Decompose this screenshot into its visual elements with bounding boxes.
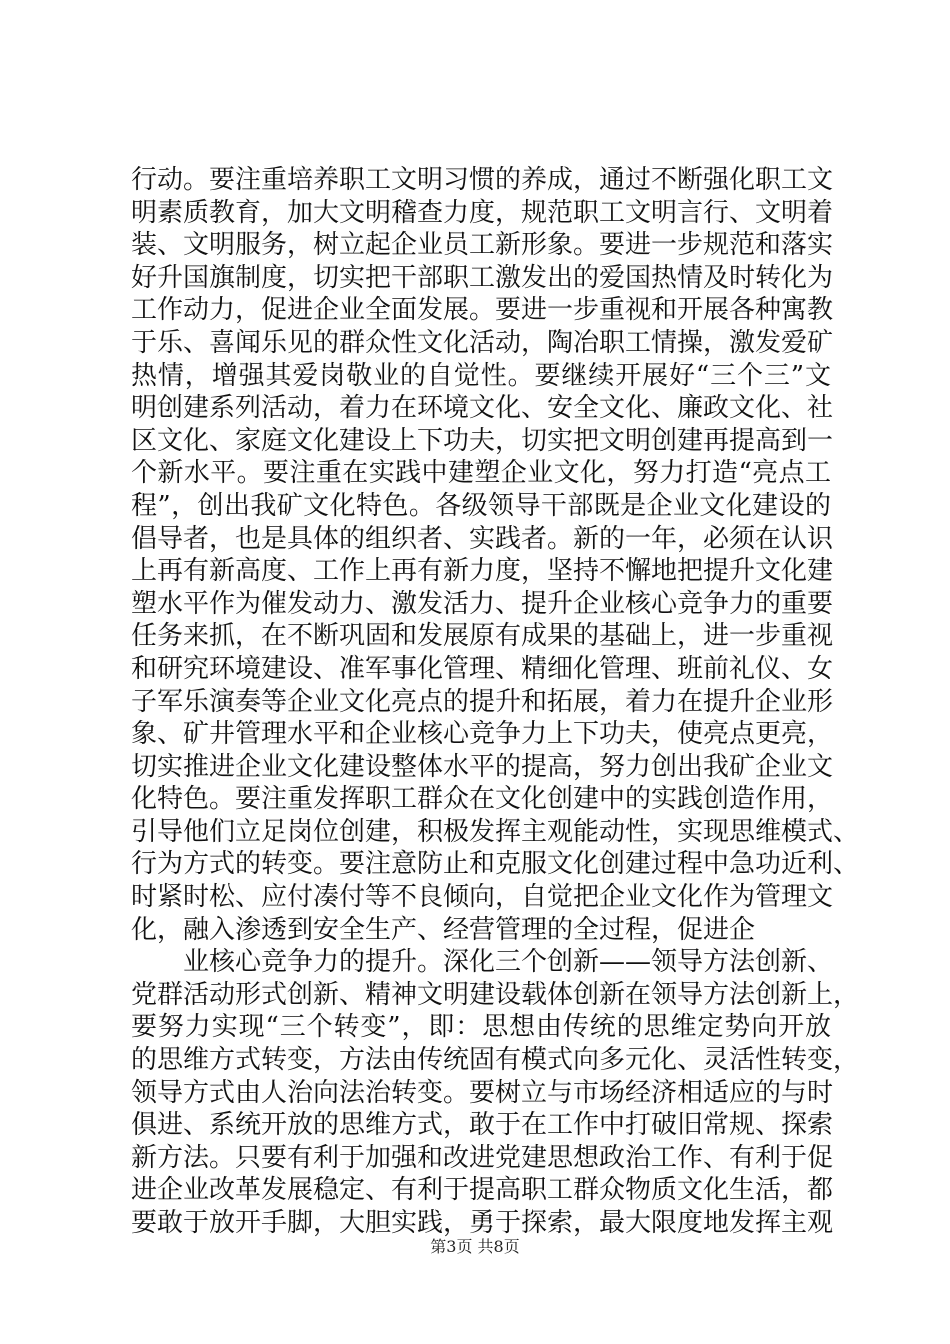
- text-line: 化特色。要注重发挥职工群众在文化创建中的实践创造作用，: [131, 784, 834, 815]
- text-line: 进企业改革发展稳定、有利于提高职工群众物质文化生活，都: [131, 1175, 834, 1206]
- text-line: 切实推进企业文化建设整体水平的提高，努力创出我矿企业文: [131, 751, 834, 782]
- text-line: 的思维方式转变，方法由传统固有模式向多元化、灵活性转变，: [131, 1045, 860, 1076]
- text-line: 倡导者，也是具体的组织者、实践者。新的一年，必须在认识: [131, 523, 834, 554]
- text-line: 化，融入渗透到安全生产、经营管理的全过程，促进企: [131, 914, 756, 945]
- text-line: 子军乐演奏等企业文化亮点的提升和拓展，着力在提升企业形: [131, 686, 834, 717]
- text-line: 装、文明服务，树立起企业员工新形象。要进一步规范和落实: [131, 230, 834, 261]
- text-line: 好升国旗制度，切实把干部职工激发出的爱国热情及时转化为: [131, 262, 834, 293]
- page-number-footer: 第3页 共8页: [430, 1237, 520, 1256]
- text-line: 热情，增强其爱岗敬业的自觉性。要继续开展好“三个三”文: [131, 360, 831, 391]
- text-line: 领导方式由人治向法治转变。要树立与市场经济相适应的与时: [131, 1077, 834, 1108]
- text-line: 工作动力，促进企业全面发展。要进一步重视和开展各种寓教: [131, 295, 834, 326]
- text-line: 要努力实现“三个转变”，即：思想由传统的思维定势向开放: [131, 1012, 831, 1043]
- text-line: 业核心竞争力的提升。深化三个创新——领导方法创新、: [183, 947, 834, 978]
- text-line: 行为方式的转变。要注意防止和克服文化创建过程中急功近利、: [131, 849, 860, 880]
- text-line: 时紧时松、应付凑付等不良倾向，自觉把企业文化作为管理文: [131, 882, 834, 913]
- text-line: 个新水平。要注重在实践中建塑企业文化，努力打造“亮点工: [131, 458, 831, 489]
- text-line: 要敢于放开手脚，大胆实践，勇于探索，最大限度地发挥主观: [131, 1208, 834, 1238]
- text-line: 引导他们立足岗位创建，积极发挥主观能动性，实现思维模式、: [131, 816, 860, 847]
- text-line: 程”，创出我矿文化特色。各级领导干部既是企业文化建设的: [131, 490, 831, 521]
- text-line: 党群活动形式创新、精神文明建设载体创新在领导方法创新上，: [131, 979, 860, 1010]
- text-line: 明素质教育，加大文明稽查力度，规范职工文明言行、文明着: [131, 197, 834, 228]
- text-line: 行动。要注重培养职工文明习惯的养成，通过不断强化职工文: [131, 165, 834, 195]
- text-line: 任务来抓，在不断巩固和发展原有成果的基础上，进一步重视: [131, 621, 834, 652]
- text-line: 区文化、家庭文化建设上下功夫，切实把文明创建再提高到一: [131, 425, 834, 456]
- text-line: 明创建系列活动，着力在环境文化、安全文化、廉政文化、社: [131, 393, 834, 424]
- body-text: [131, 164, 860, 1240]
- text-line: 俱进、系统开放的思维方式，敢于在工作中打破旧常规、探索: [131, 1110, 834, 1141]
- text-line: 上再有新高度、工作上再有新力度，坚持不懈地把提升文化建: [131, 556, 834, 587]
- text-line: 于乐、喜闻乐见的群众性文化活动，陶冶职工情操，激发爱矿: [131, 327, 834, 358]
- text-line: 塑水平作为催发动力、激发活力、提升企业核心竞争力的重要: [131, 588, 834, 619]
- text-line: 象、矿井管理水平和企业核心竞争力上下功夫，使亮点更亮，: [131, 719, 834, 750]
- text-line: 新方法。只要有利于加强和改进党建思想政治工作、有利于促: [131, 1142, 834, 1173]
- text-line: 和研究环境建设、准军事化管理、精细化管理、班前礼仪、女: [131, 653, 834, 684]
